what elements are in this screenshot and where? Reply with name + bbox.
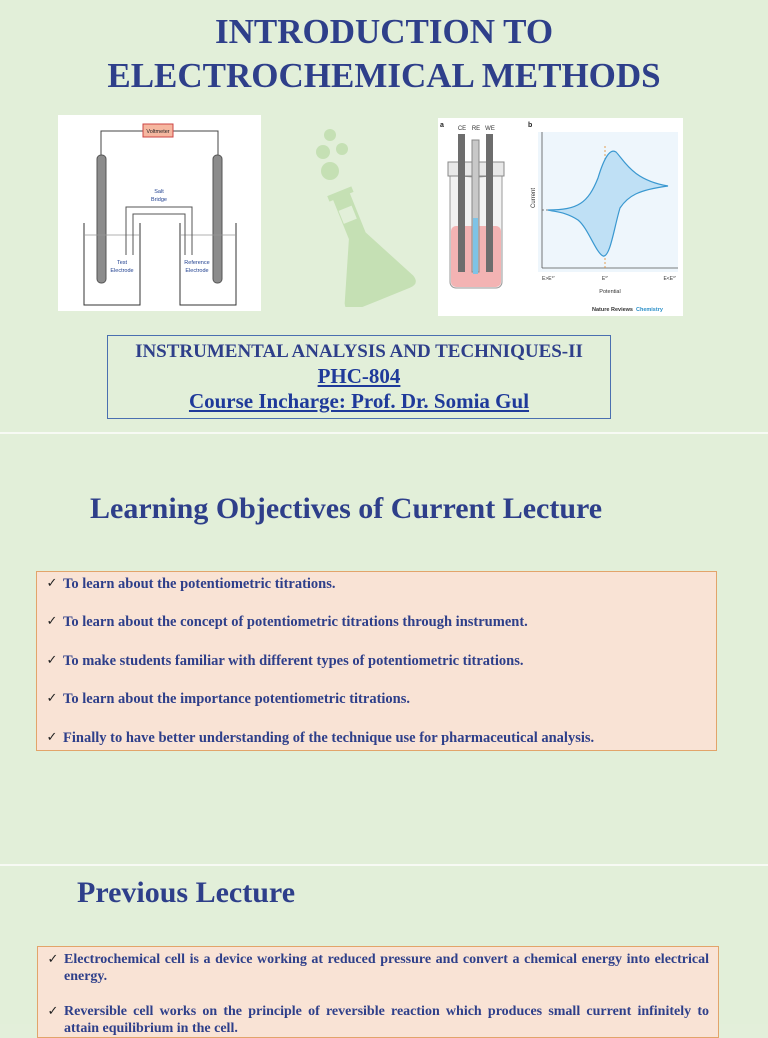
objective-item: ✓ To learn about the concept of potentiometric titrations through instrument. <box>37 614 528 631</box>
panel-b-label: b <box>528 122 533 129</box>
salt-bridge-label-1: Salt <box>154 189 164 195</box>
objectives-box <box>36 571 717 751</box>
source-label-journal: Chemistry <box>636 307 663 313</box>
previous-lecture-item: ✓ Electrochemical cell is a device working at reduced pressure and convert a chemical energy into electrical energy. <box>38 951 712 985</box>
objective-item: ✓ To learn about the importance potentiometric titrations. <box>37 691 410 708</box>
checkmark-icon: ✓ <box>46 653 58 668</box>
title-line-2: ELECTROCHEMICAL METHODS <box>107 56 661 95</box>
previous-lecture-item: ✓ Reversible cell works on the principle of reversible reaction which produces small current infinitely to attain equilibrium in the cell. <box>38 1003 712 1037</box>
course-title: INSTRUMENTAL ANALYSIS AND TECHNIQUES-II <box>135 341 583 362</box>
objective-item: ✓ To learn about the potentiometric titrations. <box>37 576 336 593</box>
x-axis-label: Potential <box>599 289 621 295</box>
objective-item: ✓ To make students familiar with different types of potentiometric titrations. <box>37 653 523 670</box>
y-axis-label: Current <box>531 187 537 208</box>
cyclic-voltammetry-figure <box>438 118 683 316</box>
x-tick-2: E°' <box>601 276 609 282</box>
ce-label: CE <box>457 126 467 132</box>
test-electrode-label-1: Test <box>116 260 128 266</box>
salt-bridge-label-2: Bridge <box>151 197 167 203</box>
slide-intro <box>0 0 768 432</box>
checkmark-icon: ✓ <box>46 691 58 706</box>
slide-previous-lecture <box>0 866 768 1036</box>
reference-electrode-label-1: Reference <box>184 260 210 266</box>
course-incharge: Course Incharge: Prof. Dr. Somia Gul <box>188 389 530 413</box>
x-tick-1: E>E°' <box>542 276 555 282</box>
voltmeter-label: Voltmeter <box>146 129 170 135</box>
electrochemical-cell-diagram <box>58 115 261 311</box>
source-label: Nature Reviews <box>592 307 633 313</box>
test-electrode-rod <box>97 155 106 283</box>
course-info-box <box>107 335 611 419</box>
title-line-1: INTRODUCTION TO <box>214 12 554 51</box>
previous-lecture-title: Previous Lecture <box>77 876 296 909</box>
reference-electrode-label-2: Electrode <box>185 268 209 274</box>
checkmark-icon: ✓ <box>46 730 58 745</box>
x-tick-3: E<E°' <box>663 276 676 282</box>
slide-objectives <box>0 434 768 864</box>
we-label: WE <box>485 126 495 132</box>
checkmark-icon: ✓ <box>46 614 58 629</box>
panel-a-label: a <box>440 122 444 129</box>
objective-item: ✓ Finally to have better understanding of the technique use for pharmaceutical analysis. <box>37 730 594 747</box>
reference-electrode-rod <box>213 155 222 283</box>
course-code: PHC-804 <box>317 364 401 388</box>
re-label: RE <box>471 126 481 132</box>
checkmark-icon: ✓ <box>47 1004 59 1019</box>
test-electrode-label-2: Electrode <box>110 268 134 274</box>
flask-icon <box>306 125 416 312</box>
objectives-title: Learning Objectives of Current Lecture <box>90 492 603 525</box>
previous-lecture-box <box>37 946 719 1038</box>
checkmark-icon: ✓ <box>46 576 58 591</box>
checkmark-icon: ✓ <box>47 952 59 967</box>
slide-title <box>0 10 768 98</box>
